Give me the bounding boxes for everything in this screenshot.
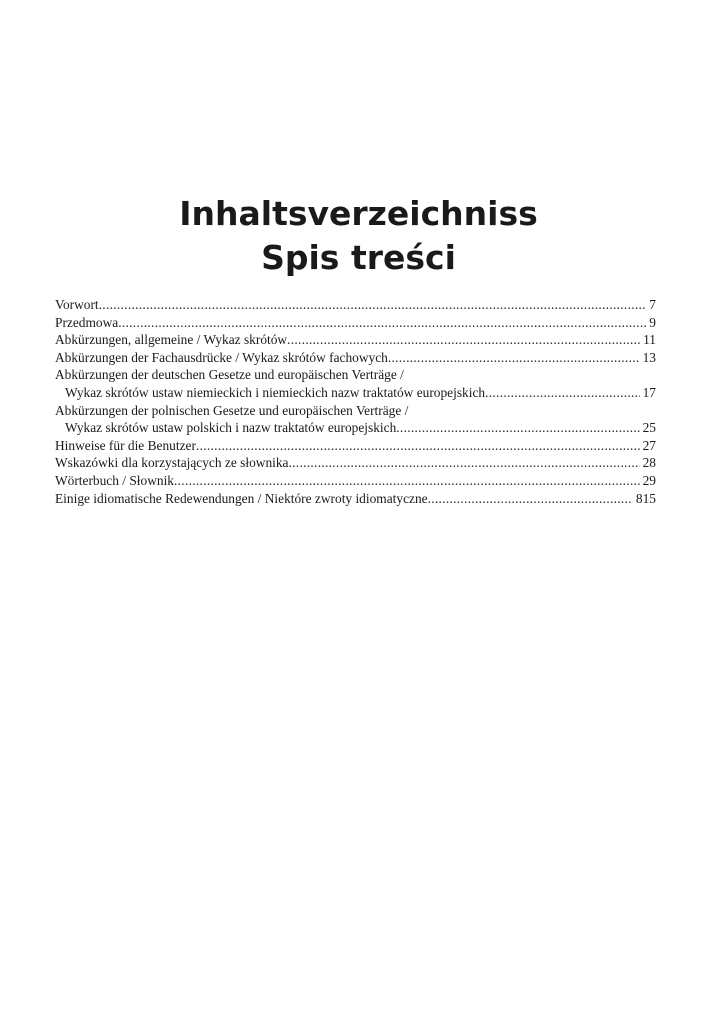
toc-entry-hinweise[interactable] [55, 437, 656, 455]
toc-page-number: 25 [642, 420, 656, 436]
toc-page-number: 13 [642, 349, 656, 365]
toc-dot-leader [485, 384, 639, 402]
toc-entry-label: Abkürzungen der Fachausdrücke / Wykaz skrótów fachowych [55, 349, 388, 365]
toc-entry-label: Wskazówki dla korzystających ze słownika [55, 455, 289, 471]
toc-dot-leader [289, 454, 640, 472]
toc-entry-label: Wykaz skrótów ustaw niemieckich i niemieckich nazw traktatów europejskich [65, 384, 486, 400]
toc-page-number: 17 [642, 384, 656, 400]
toc-page-number: 28 [642, 455, 656, 471]
toc-entry-label: Hinweise für die Benutzer [55, 437, 196, 453]
toc-entry-label: Wörterbuch / Słownik [55, 472, 175, 488]
toc-dot-leader [118, 314, 646, 332]
toc-dot-leader [388, 349, 640, 367]
toc-entry-redewendungen[interactable] [55, 490, 656, 508]
toc-entry-label: Abkürzungen der deutschen Gesetze und europäischen Verträge / [55, 367, 404, 383]
title-polish: Spis treści [261, 238, 456, 277]
toc-entry-vorwort[interactable] [55, 296, 656, 314]
toc-page-number: 29 [642, 472, 656, 488]
toc-entry-label: Przedmowa [55, 314, 119, 330]
toc-dot-leader [287, 331, 640, 349]
toc-page-number: 27 [642, 437, 656, 453]
toc-dot-leader [396, 419, 639, 437]
toc-entry-label: Einige idiomatische Redewendungen / Niektóre zwroty idiomatyczne [55, 490, 428, 506]
toc-entry-label: Abkürzungen, allgemeine / Wykaz skrótów [55, 332, 288, 348]
toc-entry-abkuerzungen-fachausdruecke[interactable] [55, 349, 656, 367]
toc-entry-wskazowki[interactable] [55, 454, 656, 472]
toc-dot-leader [174, 472, 640, 490]
toc-entry-label: Vorwort [55, 297, 99, 312]
toc-entry-label: Wykaz skrótów ustaw polskich i nazw traktatów europejskich [65, 420, 397, 436]
toc-entry-polnische-gesetze-heading[interactable] [55, 402, 656, 420]
toc-dot-leader [196, 437, 640, 455]
toc-page-number: 11 [643, 332, 656, 348]
toc-entry-przedmowa[interactable] [55, 314, 656, 332]
title-german: Inhaltsverzeichniss [179, 194, 538, 233]
toc-entry-woerterbuch[interactable] [55, 472, 656, 490]
toc-entry-polnische-gesetze[interactable] [55, 419, 656, 437]
toc-dot-leader [99, 296, 647, 314]
toc-entry-deutsche-gesetze[interactable] [55, 384, 656, 402]
toc-page-number: 9 [649, 314, 656, 330]
toc-entry-label: Abkürzungen der polnischen Gesetze und europäischen Verträge / [55, 402, 409, 418]
toc-dot-leader [428, 490, 633, 508]
toc-page-number: 815 [635, 490, 656, 506]
toc-entry-abkuerzungen-allgemeine[interactable] [55, 331, 656, 349]
toc-entry-deutsche-gesetze-heading[interactable] [55, 366, 656, 384]
toc-page-number: 7 [649, 297, 656, 312]
table-of-contents [55, 296, 656, 507]
page-title [0, 192, 717, 280]
